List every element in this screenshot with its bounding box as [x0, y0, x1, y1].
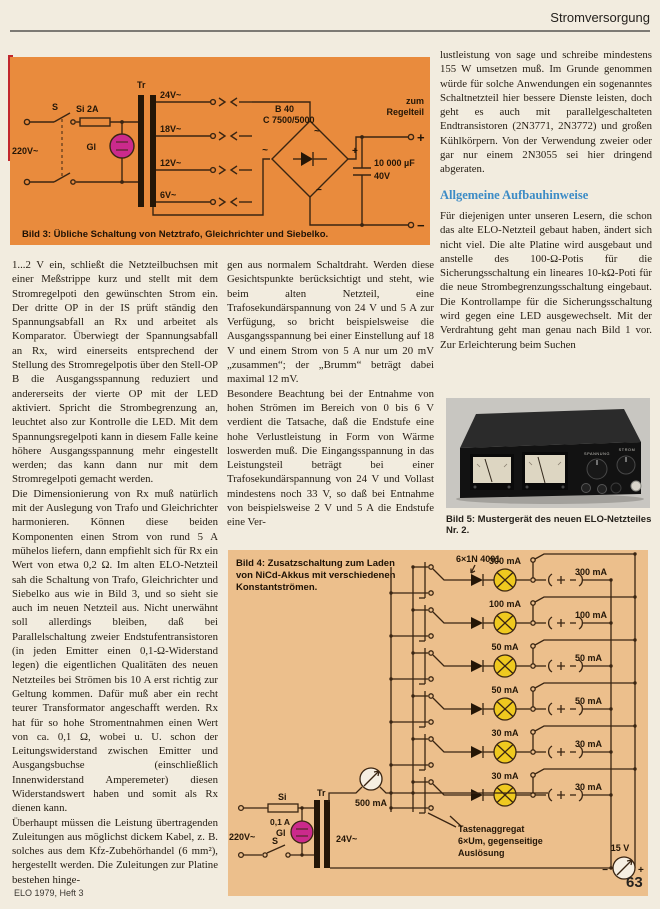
- bild3-plus-terminal: +: [417, 130, 425, 145]
- bild4-glow-label: Gl: [276, 828, 286, 838]
- bild4-caption-line: Bild 4: Zusatzschaltung zum Laden: [236, 558, 395, 569]
- voltage-knob-label: SPANNUNG: [583, 452, 611, 456]
- bild3-minus-terminal: −: [417, 218, 425, 233]
- bild3-panel-background: [10, 57, 430, 245]
- output-current-label: 100 mA: [575, 610, 608, 620]
- bild3-minus-corner: −: [316, 185, 322, 196]
- bild3-ac-mark-top: ~: [314, 126, 320, 137]
- power-supply-device: [460, 409, 641, 498]
- header-rule: [10, 30, 650, 32]
- output-current-label: 300 mA: [575, 567, 608, 577]
- bild3-bridge-type-1: B 40: [275, 104, 295, 114]
- bild4-caption-line: Konstantströmen.: [236, 582, 318, 593]
- bild3-tap-6v: 6V~: [160, 190, 177, 200]
- bild5-photo: [446, 398, 650, 508]
- paragraph: Besondere Beachtung bei der Entnahme von hohen Strömen im Bereich von 0 bis 6 V verdient die Tatsache, daß die Endstufe eine hohe Verlustleistung in Form von Wärme loswerden muß. Die Eingangsspannung in das Leistungsteil beträgt bei einer Trafosekundärspannung von 24 V und Vollast mindestens noch 33 V, so daß bei Entnahme von beispielsweise 2 V und 5 A die Endstufe eine Ver-: [227, 387, 434, 529]
- bild3-cap-voltage: 40V: [374, 171, 391, 181]
- paragraph: Die Dimensionierung von Rx muß natürlich mit der Auslegung von Trafo und Gleichrichter harmonieren. Können diese beiden Komponenten einen Strom von rund 5 A mühelos liefern, dann empfiehlt sich für Rx ein Wert von etwa 0,2 Ω. Im alten ELO-Netzteil sah die Schaltung von Trafo, Gleichrichter und Siebelko aus wie in Bild 3, und so sieht sie auch im neuen Netzteil aus. Nicht unerwähnt soll allerdings bleiben, daß bei Parallelschaltung zweier Endstufentransistoren (in jeden Emitter einen 0,1-Ω-Widerstand legen) die eigentlichen Qualitäten des neuen Netzteiles bei Strömen bis 10 A erst richtig zur Geltung kommen. Dafür muß aber ein recht teurer Transformator angeschafft werden. Rx hat für so hohe Stromentnahmen einen Wert von ca. 0,1 Ω, wobei u. U. schon der Leitungswiderstand zwischen Emitter und Ausgangsbuchse (einschließlich Innenwiderstand Amperemeter) diesen Widerstandswert haben und somit als Rx dienen kann.: [12, 487, 218, 815]
- section-heading: Allgemeine Aufbauhinweise: [440, 187, 589, 202]
- bild3-glow-label: Gl: [86, 142, 96, 152]
- column-middle: [227, 258, 434, 530]
- bild3-switch-label: S: [52, 102, 59, 112]
- bild3-fuse-label: Si 2A: [76, 104, 99, 114]
- footer-credit: ELO 1979, Heft 3: [14, 888, 84, 898]
- bild3-schematic: [10, 57, 430, 245]
- bild4-switch-label: S: [272, 836, 279, 846]
- bild3-out-label-2: Regelteil: [386, 107, 424, 117]
- bild4-diode-type-label: 6×1N 4001: [456, 554, 501, 564]
- bild3-tap-24v: 24V~: [160, 90, 182, 100]
- binding-post: [598, 485, 607, 494]
- paragraph: Für diejenigen unter unseren Lesern, die schon das alte ELO-Netzteil gebaut haben, ändert sich nicht viel. Die alte Platine wird ausgebaut und anstelle des 100-Ω-Potis für die Sicherungsschaltung ein lineares 10-kΩ-Poti für die neue Strombegrenzungsschaltung eingebaut. Die Kontrollampe für die Sicherungsschaltung wird gegen eine LED ausgewechselt. Mit der Verdrahtung geht man genau nach Bild 1 vor. Zur Erleichterung beim Suchen: [440, 209, 652, 351]
- bild3-tap-12v: 12V~: [160, 158, 182, 168]
- bild3-plus-corner: +: [352, 146, 358, 157]
- bild3-trafo-label: Tr: [137, 80, 146, 90]
- binding-post: [582, 484, 591, 493]
- lamp-current-label: 50 mA: [491, 642, 519, 652]
- bild3-ac-mark-left: ~: [262, 145, 268, 156]
- current-knob-label: STROM: [618, 448, 636, 452]
- paragraph: gen aus normalem Schaltdraht. Werden diese Gesichtspunkte berücksichtigt und steht, wie beim alten Netzteil, eine Trafosekundärspannung von 24 V und 5 A zur Verfügung, so bricht beispielsweise die Ausgangsspannung bei einer Einstellung auf 18 V und einem Strom von 5 A nur um 20 mV „zusammen“; der „Brumm“ beträgt dabei maximal 12 mV.: [227, 259, 434, 386]
- lamp-current-label: 50 mA: [491, 685, 519, 695]
- voltmeter-minus: −: [602, 865, 608, 876]
- paragraph: Überhaupt müssen die Leistung übertragenden Zuleitungen aus möglichst dickem Kabel, z. B. solches aus dem Kfz-Zubehörhandel (6 mm²), hergestellt werden. Die Zuleitungen zur Platine bestehen hinge-: [12, 816, 218, 886]
- bild4-secondary-label: 24V~: [336, 834, 358, 844]
- bild3-out-label-1: zum: [406, 96, 424, 106]
- bild4-fuse-label: Si: [278, 792, 287, 802]
- page-number: 63: [626, 874, 643, 891]
- voltmeter-plus: +: [638, 865, 644, 876]
- bild3-bridge-type-2: C 7500/5000: [263, 115, 315, 125]
- bild3-tap-18v: 18V~: [160, 124, 182, 134]
- analog-meter-right: [522, 452, 568, 490]
- paragraph: lustleistung von sage und schreibe mindestens 155 W umsetzen muß. Im Grunde genommen würde für solche Anwendungen ein sogenanntes Schaltnetzteil hier bessere Dienste leisten, doch geht es auch mit parallelgeschalteten Endtransistoren (2N3771, 2N3772) und großen Kühlkörpern. Von der Verwendung zweier oder gar nur einem 2N3055 sei hier dringend abgeraten.: [440, 49, 652, 176]
- tasten-label-line: Auslösung: [458, 848, 505, 858]
- binding-post: [611, 483, 621, 493]
- lamp-current-label: 30 mA: [491, 771, 519, 781]
- bild4-schematic: [228, 550, 648, 896]
- bild4-caption-line: von NiCd-Akkus mit verschiedenen: [236, 570, 396, 581]
- lamp-current-label: 100 mA: [488, 599, 522, 609]
- binding-post: [631, 481, 641, 491]
- lamp-current-label: 30 mA: [491, 728, 519, 738]
- bild4-mains-label: 220V~: [229, 832, 256, 842]
- column-left: [12, 258, 218, 887]
- tasten-label-line: 6×Um, gegenseitige: [458, 836, 543, 846]
- bild4-trafo-label: Tr: [317, 788, 326, 798]
- analog-meter-left: [470, 454, 514, 490]
- bild3-cap-value: 10 000 µF: [374, 158, 415, 168]
- output-current-label: 50 mA: [575, 653, 603, 663]
- tasten-label-line: Tastenaggregat: [458, 824, 525, 834]
- output-current-label: 30 mA: [575, 739, 603, 749]
- ammeter-500-label: 500 mA: [354, 798, 388, 808]
- bild5-caption: Bild 5: Mustergerät des neuen ELO-Netzteiles Nr. 2.: [446, 514, 652, 536]
- bild4-fuse-rating: 0,1 A: [270, 817, 291, 827]
- voltmeter-15-label: 15 V: [610, 843, 630, 853]
- lamp-current-label: 300 mA: [488, 556, 522, 566]
- output-current-label: 50 mA: [575, 696, 603, 706]
- bild3-caption: Bild 3: Übliche Schaltung von Netztrafo, Gleichrichter und Siebelko.: [22, 229, 329, 240]
- paragraph: 1...2 V ein, schließt die Netzteilbuchsen mit einer Meßstrippe kurz und stellt mit dem Stromregelpoti den gewünschten Strom ein. Der dritte OP in der IS prüft ständig den Spannungsabfall an Rx und arbeitet als Komparator. Überwiegt der Spannungsabfall an Rx, wird einerseits entsprechend der Stellung des Stromregelpotis über den Stell-OP B die Ausgangsspannung reduziert und andererseits der vierte OP mit der LED aktiviert. Spricht die Strombegrenzung an, leuchtet also zur Kontrolle die LED. Mit dem Spannungsregelpoti kann in diesem Falle keine höhere Ausgangsspannung mehr eingestellt werden; das kann dann nur mit dem Stromregelpoti gemacht werden.: [12, 259, 218, 486]
- bild4-panel-background: [228, 550, 648, 896]
- bild3-mains-label: 220V~: [12, 146, 39, 156]
- page-header: Stromversorgung: [550, 10, 650, 25]
- output-current-label: 30 mA: [575, 782, 603, 792]
- column-right: [440, 48, 652, 352]
